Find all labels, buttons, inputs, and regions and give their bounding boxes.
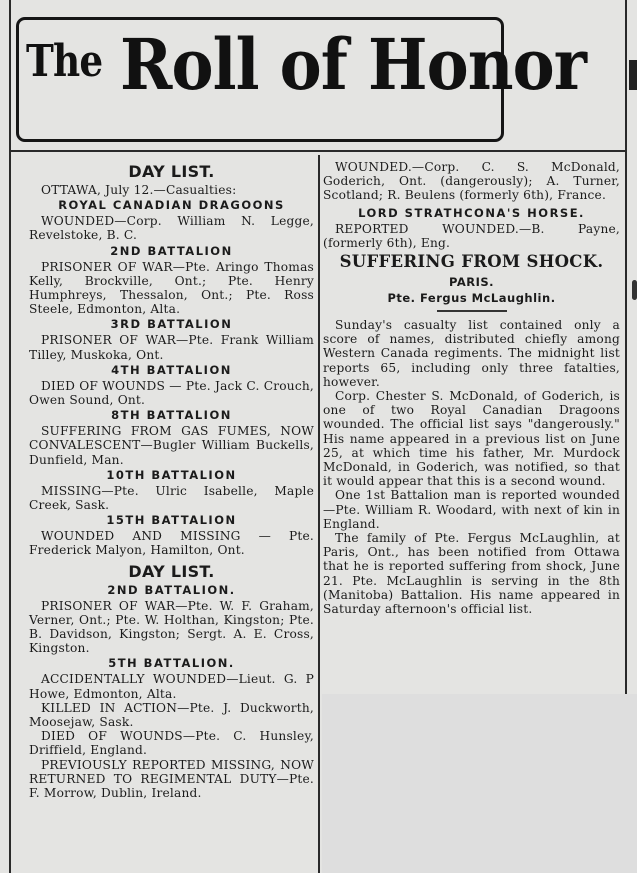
casualty-entry: KILLED IN ACTION—Pte. J. Duckworth, Moosejaw, Sask.	[29, 700, 314, 730]
dateline: OTTAWA, July 12.—Casualties:	[41, 183, 237, 197]
casualty-entry: WOUNDED.—Corp. C. S. McDonald, Goderich, Ont. (dangerously); A. Turner, Scotland; R. Beulens (formerly 6th), France.	[323, 160, 620, 203]
casualty-entry: DIED OF WOUNDS—Pte. C. Hunsley, Driffield, England.	[29, 729, 314, 758]
casualty-entry: WOUNDED AND MISSING — Pte. Frederick Malyon, Hamilton, Ont.	[29, 529, 314, 558]
casualty-entry: SUFFERING FROM GAS FUMES, NOW CONVALESCENT—Bugler William Buckells, Dunfield, Man.	[29, 424, 314, 467]
right-border-rule	[625, 0, 627, 694]
unit-heading: 3RD BATTALION	[110, 317, 233, 332]
casualty-entry: PRISONER OF WAR—Pte. Frank William Tilley, Muskoka, Ont.	[29, 333, 314, 362]
story-dateline: PARIS.	[448, 275, 495, 290]
casualty-entry: ACCIDENTALLY WOUNDED—Lieut. G. P Howe, Edmonton, Alta.	[29, 672, 314, 701]
left-column	[29, 160, 314, 800]
casualty-entry: PREVIOUSLY REPORTED MISSING, NOW RETURNED TO REGIMENTAL DUTY—Pte. F. Morrow, Dublin, Ireland.	[29, 757, 314, 801]
unit-heading: ROYAL CANADIAN DRAGOONS	[58, 198, 285, 213]
casualty-entry: MISSING—Pte. Ulric Isabelle, Maple Creek, Sask.	[29, 483, 314, 513]
casualty-entry: DIED OF WOUNDS — Pte. Jack C. Crouch, Owen Sound, Ont.	[29, 378, 314, 408]
story-byline: Pte. Fergus McLaughlin.	[387, 291, 556, 306]
adjacent-column-fragment	[632, 280, 637, 300]
unit-heading: 8TH BATTALION	[111, 408, 232, 423]
blank-cropped-area	[322, 694, 637, 873]
title-prefix: The	[26, 36, 103, 87]
story-paragraph: Sunday's casualty list contained only a score of names, distributed chiefly among Western Canada regiments. The midnight list reports 65, including only three fatalties, however.	[323, 318, 620, 389]
divider-rule	[437, 310, 507, 312]
casualty-entry: REPORTED WOUNDED.—B. Payne, (formerly 6th), Eng.	[323, 221, 620, 250]
unit-heading: LORD STRATHCONA'S HORSE.	[358, 205, 585, 220]
right-column	[323, 160, 620, 616]
title-main: Roll of Honor	[120, 23, 587, 106]
day-list-heading: DAY LIST.	[128, 561, 215, 581]
unit-heading: 4TH BATTALION	[111, 362, 232, 377]
story-paragraph: Corp. Chester S. McDonald, of Goderich, is one of two Royal Canadian Dragoons wounded. The official list says "dangerously." His name appeared in a previous list on June 25, at which time his father, Mr. Murdock McDonald, in Goderich, was notified, so that it would appear that this is a second wound.	[323, 389, 620, 489]
casualty-entry: WOUNDED—Corp. William N. Legge, Revelstoke, B. C.	[29, 214, 314, 243]
story-headline: SUFFERING FROM SHOCK.	[339, 252, 604, 272]
unit-heading: 2ND BATTALION	[110, 243, 233, 258]
unit-heading: 2ND BATTALION.	[107, 582, 236, 597]
casualty-entry: PRISONER OF WAR—Pte. Aringo Thomas Kelly, Brockville, Ont.; Pte. Henry Humphreys, Thessalon, Ont.; Pte. Ross Steele, Edmonton, Alta.	[29, 259, 314, 317]
day-list-heading: DAY LIST.	[128, 162, 215, 181]
column-divider-rule	[318, 155, 320, 873]
masthead-bottom-rule	[10, 150, 625, 152]
adjacent-column-fragment	[629, 60, 637, 90]
unit-heading: 15TH BATTALION	[106, 513, 237, 528]
unit-heading: 5TH BATTALION.	[108, 656, 235, 671]
left-border-rule	[9, 0, 11, 873]
masthead-title	[26, 23, 637, 106]
story-paragraph: One 1st Battalion man is reported wounded—Pte. William R. Woodard, with next of kin in England.	[323, 488, 620, 531]
casualty-entry: PRISONER OF WAR—Pte. W. F. Graham, Verner, Ont.; Pte. W. Holthan, Kingston; Pte. B. Davidson, Kingston; Sergt. A. E. Cross, Kingston.	[29, 598, 314, 656]
unit-heading: 10TH BATTALION	[106, 467, 237, 482]
story-paragraph: The family of Pte. Fergus McLaughlin, at Paris, Ont., has been notified from Ottawa that he is reported suffering from shock, June 21. Pte. McLaughlin is serving in the 8th (Manitoba) Battalion. His name appeared in Saturday afternoon's official list.	[323, 531, 620, 617]
